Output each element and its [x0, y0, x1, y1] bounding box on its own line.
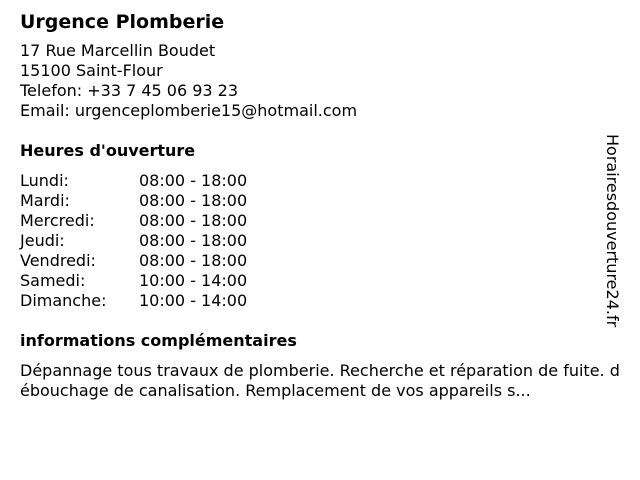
contact-block: [20, 41, 620, 121]
additional-info-description: Dépannage tous travaux de plomberie. Recherche et réparation de fuite. débouchage de canalisation. Remplacement de vos appareils s...: [20, 361, 620, 400]
email-address: Email: urgenceplomberie15@hotmail.com: [20, 101, 358, 120]
address-city: 15100 Saint-Flour: [20, 61, 163, 80]
hours-time-value: 08:00 - 18:00: [139, 211, 248, 230]
address-street: 17 Rue Marcellin Boudet: [20, 41, 216, 60]
site-watermark: Horairesdouverture24.fr: [603, 134, 622, 328]
hours-row-friday: [20, 251, 620, 271]
business-name: Urgence Plomberie: [20, 11, 225, 33]
hours-day-label: Jeudi:: [20, 231, 65, 250]
hours-day-label: Vendredi:: [20, 251, 96, 270]
hours-row-thursday: [20, 231, 620, 251]
hours-row-monday: [20, 171, 620, 191]
hours-row-saturday: [20, 271, 620, 291]
hours-time-value: 08:00 - 18:00: [139, 231, 248, 250]
hours-time-value: 10:00 - 14:00: [139, 291, 248, 310]
hours-day-label: Dimanche:: [20, 291, 107, 310]
hours-time-value: 08:00 - 18:00: [139, 171, 248, 190]
hours-day-label: Lundi:: [20, 171, 69, 190]
hours-day-label: Mardi:: [20, 191, 70, 210]
hours-day-label: Mercredi:: [20, 211, 95, 230]
hours-time-value: 08:00 - 18:00: [139, 251, 248, 270]
hours-row-tuesday: [20, 191, 620, 211]
hours-time-value: 08:00 - 18:00: [139, 191, 248, 210]
hours-time-value: 10:00 - 14:00: [139, 271, 248, 290]
opening-hours-list: [20, 171, 620, 311]
hours-day-label: Samedi:: [20, 271, 86, 290]
additional-info-title: informations complémentaires: [20, 331, 297, 350]
opening-hours-title: Heures d'ouverture: [20, 141, 196, 160]
hours-row-sunday: [20, 291, 620, 311]
business-card: [20, 10, 620, 401]
hours-row-wednesday: [20, 211, 620, 231]
phone-number: Telefon: +33 7 45 06 93 23: [20, 81, 239, 100]
